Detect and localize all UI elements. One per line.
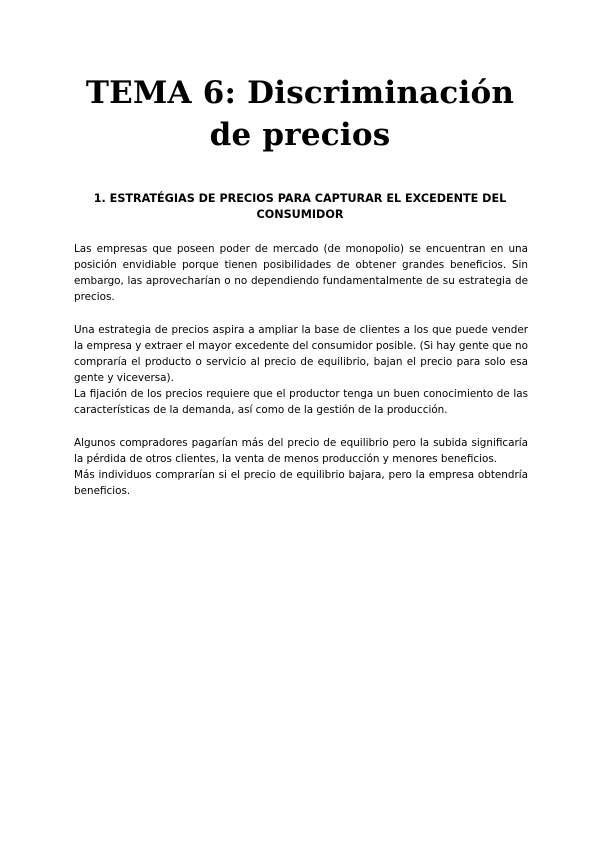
paragraph: Las empresas que poseen poder de mercado (de monopolio) se encuentran en una posición envidiable porque tienen posibilidades de obtener grandes beneficios. Sin embargo, las aprovecharían o no dependiendo fundamentalmente de su estrategia de precios. [74,243,528,303]
paragraph: Algunos compradores pagarían más del precio de equilibrio pero la subida significaría la pérdida de otros clientes, la venta de menos producción y menores beneficios. [74,437,528,465]
paragraph-block-1 [74,241,528,305]
paragraph: Más individuos comprarían si el precio de equilibrio bajara, pero la empresa obtendría beneficios. [74,469,528,497]
paragraph-block-3 [74,435,528,499]
paragraph: La fijación de los precios requiere que el productor tenga un buen conocimiento de las características de la demanda, así como de la gestión de la producción. [74,388,528,416]
paragraph-block-2 [74,322,528,418]
paragraph: Una estrategia de precios aspira a ampliar la base de clientes a los que puede vender la empresa y extraer el mayor excedente del consumidor posible. (Si hay gente que no compraría el producto o servicio al precio de equilibrio, bajan el precio para solo esa gente y viceversa). [74,324,528,384]
document-title: TEMA 6: Discriminación de precios [85,75,515,153]
section-heading: 1. ESTRATÉGIAS DE PRECIOS PARA CAPTURAR EL EXCEDENTE DEL CONSUMIDOR [93,192,507,221]
